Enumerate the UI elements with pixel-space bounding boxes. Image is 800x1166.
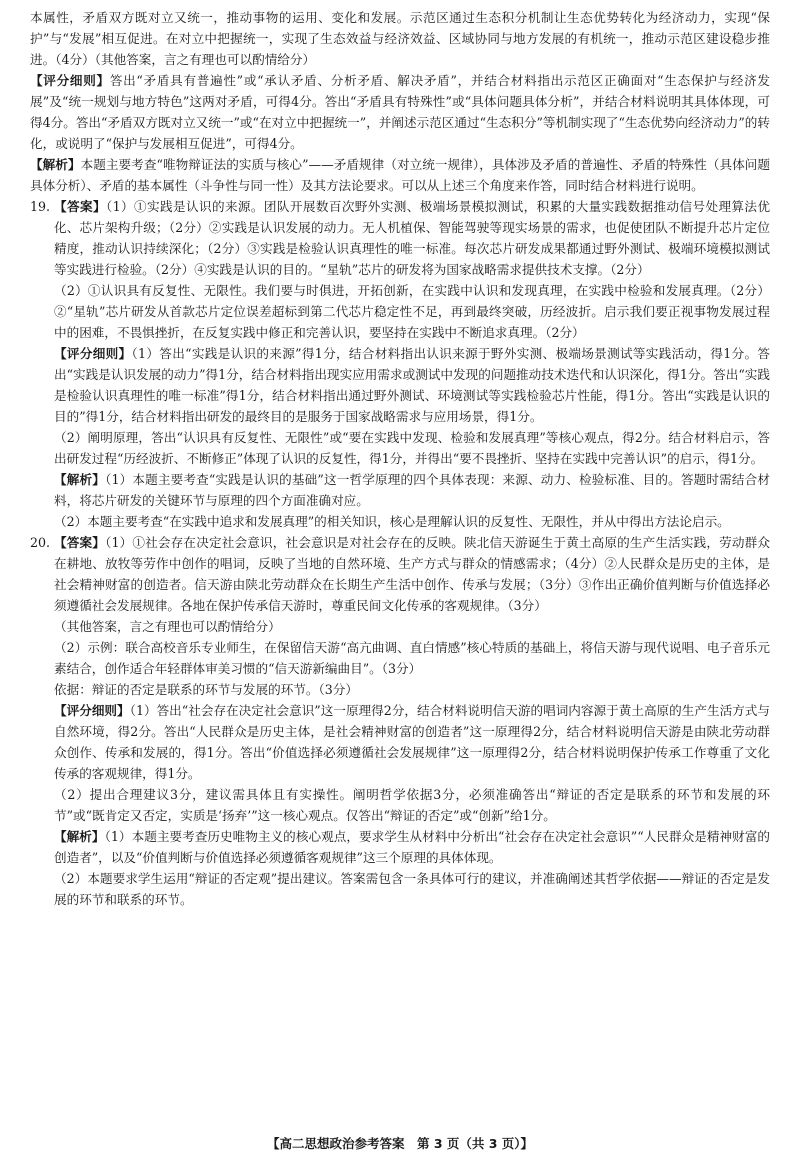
analysis-text: （1）本题主要考查历史唯物主义的核心观点，要求学生从材料中分析出“社会存在决定社会意识”“人民群众是精神财富的创造者”，以及“价值判断与价值选择必须遵循客观规律”这三个原理的具体体现。	[54, 829, 771, 865]
rubric-part-1	[54, 343, 770, 427]
rubric-label: 【评分细则】	[54, 703, 130, 718]
answer-basis: 依据：辩证的否定是联系的环节与发展的环节。（3分）	[54, 682, 358, 697]
answer-part-2: （2）①认识具有反复性、无限性。我们要与时俱进，开拓创新，在实践中认识和发现真理，在实践中检验和发展真理。（2分）②“星轨”芯片研发从首款芯片定位误差超标到第二代芯片稳定性不足，再到最终突破，历经波折。启示我们要正视事物发展过程中的困难，不畏惧挫折，在反复实践中修正和完善认识，要坚持在实践中不断追求真理。（2分）	[54, 283, 770, 340]
rubric-part-2: （2）提出合理建议3分，建议需具体且有实操性。阐明哲学依据3分，必须准确答出“辩证的否定是联系的环节和发展的环节”或“既肯定又否定，实质是‘扬弃’”这一核心观点。仅答出“辩证的否定”或“创新”给1分。	[54, 787, 770, 823]
analysis-part-1	[54, 826, 770, 868]
analysis-part-2: （2）本题主要考查“在实践中追求和发展真理”的相关知识，核心是理解认识的反复性、无限性，并从中得出方法论启示。	[54, 514, 730, 529]
continued-rubric	[30, 70, 770, 154]
analysis-label: 【解析】	[30, 157, 81, 172]
question-20	[30, 532, 770, 910]
continued-answer-paragraph: 本属性，矛盾双方既对立又统一，推动事物的运用、变化和发展。示范区通过生态积分机制让生态优势转化为经济动力，实现“保护”与“发展”相互促进。在对立中把握统一，实现了生态效益与经济效益、区域协同与地方发展的有机统一，推动示范区建设稳步推进。（4分）（其他答案，言之有理也可以酌情给分）	[30, 10, 770, 67]
page-footer: 【高二思想政治参考答案 第 3 页（共 3 页）】	[266, 1136, 534, 1151]
analysis-text: 本题主要考查“唯物辩证法的实质与核心”——矛盾规律（对立统一规律），具体涉及矛盾的普遍性、矛盾的特殊性（具体问题具体分析）、矛盾的基本属性（斗争性与同一性）及其方法论要求。可以从上述三个角度来作答，同时结合材料进行说明。	[30, 157, 771, 193]
answer-label: 【答案】	[54, 199, 106, 214]
analysis-part-1	[54, 469, 770, 511]
rubric-text: （1）答出“社会存在决定社会意识”这一原理得2分，结合材料说明信天游的唱词内容源于黄土高原的生产生活方式与自然环境，得2分。答出“人民群众是历史主体，是社会精神财富的创造者”这一原理得2分，结合材料说明信天游是由陕北劳动群众创作、传承和发展的，得1分。答出“价值选择必须遵循社会发展规律”这一原理得2分，结合材料说明保护传承工作尊重了文化传承的客观规律，得1分。	[54, 703, 770, 781]
answer-part-2: （2）示例：联合高校音乐专业师生，在保留信天游“高亢曲调、直白情感”核心特质的基础上，将信天游与现代说唱、电子音乐元素结合，创作适合年轻群体审美习惯的“信天游新编曲目”。（3分）	[54, 640, 770, 676]
analysis-part-2: （2）本题要求学生运用“辩证的否定观”提出建议。答案需包含一条具体可行的建议，并准确阐述其哲学依据——辩证的否定是发展的环节和联系的环节。	[54, 871, 770, 907]
analysis-label: 【解析】	[54, 829, 105, 844]
analysis-label: 【解析】	[54, 472, 105, 487]
continued-analysis	[30, 154, 770, 196]
answer-part-1	[54, 196, 770, 280]
question-number: 19.	[30, 199, 51, 214]
analysis-text: （1）本题主要考查“实践是认识的基础”这一哲学原理的四个具体表现：来源、动力、检验标准、目的。答题时需结合材料，将芯片研发的关键环节与原理的四个方面准确对应。	[54, 472, 771, 508]
rubric-text: （1）答出“实践是认识的来源”得1分，结合材料指出认识来源于野外实测、极端场景测试等实践活动，得1分。答出“实践是认识发展的动力”得1分，结合材料指出现实应用需求或测试中发现的问题推动技术迭代和认识深化，得1分。答出“实践是检验认识真理性的唯一标准”得1分，结合材料指出通过野外测试、环境测试等实践检验芯片性能，得1分。答出“实践是认识的目的”得1分，结合材料指出研发的最终目的是服务于国家战略需求与应用场景，得1分。	[54, 346, 770, 424]
rubric-part-1	[54, 700, 770, 784]
rubric-text: 答出“矛盾具有普遍性”或“承认矛盾、分析矛盾、解决矛盾”，并结合材料指出示范区正确面对“生态保护与经济发展”及“统一规划与地方特色”这两对矛盾，可得4分。答出“矛盾具有特殊性”或“具体问题具体分析”，并结合材料说明其具体体现，可得4分。答出“矛盾双方既对立又统一”或“在对立中把握统一”，并阐述示范区通过“生态积分”等机制实现了“生态优势向经济动力”的转化，或说明了“保护与发展相互促进”，可得4分。	[30, 73, 770, 151]
answer-label: 【答案】	[54, 535, 106, 550]
answer-note: （其他答案，言之有理也可以酌情给分）	[54, 619, 281, 634]
answer-part-1	[54, 532, 770, 616]
rubric-label: 【评分细则】	[30, 73, 110, 88]
rubric-part-2: （2）阐明原理，答出“认识具有反复性、无限性”或“要在实践中发现、检验和发展真理”等核心观点，得2分。结合材料启示，答出研发过程“历经波折、不断修正”体现了认识的反复性，得1分，并得出“要不畏挫折、坚持在实践中完善认识”的启示，得1分。	[54, 430, 770, 466]
answer-text: （1）①实践是认识的来源。团队开展数百次野外实测、极端场景模拟测试，积累的大量实践数据推动信号处理算法优化、芯片架构升级；（2分）②实践是认识发展的动力。无人机植保、智能驾驶等现实场景的需求，也促使团队不断提升芯片定位精度，推动认识持续深化；（2分）③实践是检验认识真理性的唯一标准。每次芯片研发成果都通过野外测试、极端环境模拟测试等实践进行检验。（2分）④实践是认识的目的。“星轨”芯片的研发将为国家战略需求提供技术支撑。（2分）	[54, 199, 770, 277]
question-number: 20.	[30, 535, 51, 550]
rubric-label: 【评分细则】	[54, 346, 132, 361]
answer-text: （1）①社会存在决定社会意识，社会意识是对社会存在的反映。陕北信天游诞生于黄土高原的生产生活实践，劳动群众在耕地、放牧等劳作中创作的唱词，反映了当地的自然环境、生产方式与群众的情感需求；（4分）②人民群众是历史的主体，是社会精神财富的创造者。信天游由陕北劳动群众在长期生产生活中创作、传承与发展；（3分）③作出正确价值判断与价值选择必须遵循社会发展规律。各地在保护传承信天游时，尊重民间文化传承的客观规律。（3分）	[54, 535, 771, 613]
question-19	[30, 196, 770, 532]
